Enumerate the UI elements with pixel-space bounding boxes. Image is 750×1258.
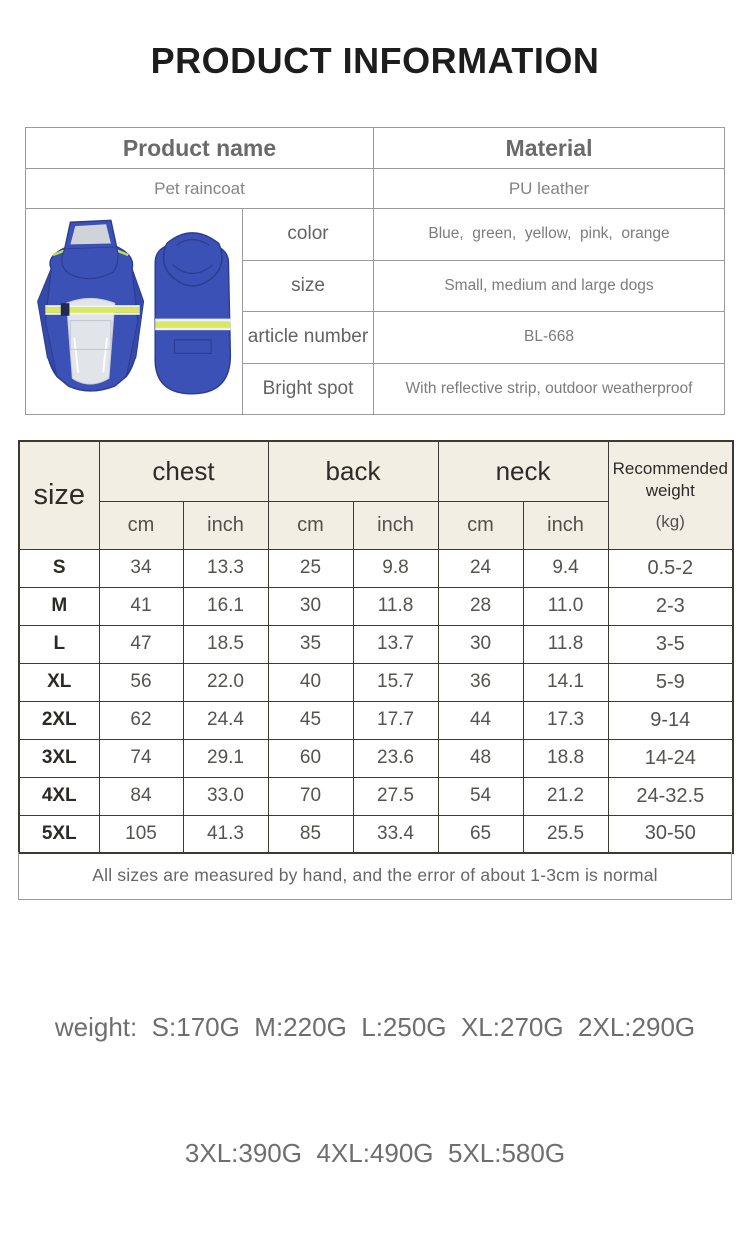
material-value: PU leather bbox=[374, 169, 725, 209]
weight-summary bbox=[0, 922, 750, 1258]
neck-inch-value: 11.0 bbox=[523, 587, 608, 625]
back-inch-value: 13.7 bbox=[353, 625, 438, 663]
article-number-value: BL-668 bbox=[374, 312, 725, 364]
material-header: Material bbox=[374, 128, 725, 169]
page-title: PRODUCT INFORMATION bbox=[150, 40, 600, 81]
size-label: XL bbox=[19, 663, 99, 701]
size-column-header: size bbox=[19, 441, 99, 549]
article-number-label: article number bbox=[243, 312, 374, 364]
back-inch-value: 15.7 bbox=[353, 663, 438, 701]
back-cm-value: 60 bbox=[268, 739, 353, 777]
back-cm-value: 70 bbox=[268, 777, 353, 815]
back-inch-value: 11.8 bbox=[353, 587, 438, 625]
size-label: size bbox=[243, 260, 374, 312]
chest-cm-value: 34 bbox=[99, 549, 183, 587]
chest-inch-value: 24.4 bbox=[183, 701, 268, 739]
bright-spot-value: With reflective strip, outdoor weatherproof bbox=[374, 363, 725, 415]
back-group-header: back bbox=[268, 441, 438, 501]
neck-cm-value: 65 bbox=[438, 815, 523, 853]
weight-value: 9-14 bbox=[608, 701, 733, 739]
chest-cm-value: 56 bbox=[99, 663, 183, 701]
neck-cm-value: 54 bbox=[438, 777, 523, 815]
back-cm-value: 85 bbox=[268, 815, 353, 853]
chest-cm-header: cm bbox=[99, 501, 183, 549]
bright-spot-label: Bright spot bbox=[243, 363, 374, 415]
chest-cm-value: 105 bbox=[99, 815, 183, 853]
neck-group-header: neck bbox=[438, 441, 608, 501]
neck-inch-value: 18.8 bbox=[523, 739, 608, 777]
neck-inch-header: inch bbox=[523, 501, 608, 549]
weight-value: 30-50 bbox=[608, 815, 733, 853]
weight-value: 2-3 bbox=[608, 587, 733, 625]
back-cm-value: 25 bbox=[268, 549, 353, 587]
product-name-value: Pet raincoat bbox=[26, 169, 374, 209]
neck-cm-value: 44 bbox=[438, 701, 523, 739]
chest-inch-value: 18.5 bbox=[183, 625, 268, 663]
neck-inch-value: 9.4 bbox=[523, 549, 608, 587]
neck-inch-value: 17.3 bbox=[523, 701, 608, 739]
size-row-l bbox=[19, 625, 733, 663]
info-value-row bbox=[26, 169, 725, 209]
size-row-5xl bbox=[19, 815, 733, 853]
info-header-row bbox=[26, 128, 725, 169]
info-row-color bbox=[26, 209, 725, 261]
back-inch-value: 23.6 bbox=[353, 739, 438, 777]
neck-cm-header: cm bbox=[438, 501, 523, 549]
size-label: L bbox=[19, 625, 99, 663]
raincoat-back-view bbox=[155, 233, 230, 394]
measurement-note: All sizes are measured by hand, and the error of about 1-3cm is normal bbox=[18, 852, 732, 900]
weight-line-2: 3XL:390G 4XL:490G 5XL:580G bbox=[184, 1138, 566, 1168]
size-chart-header-row bbox=[19, 441, 733, 501]
back-cm-value: 40 bbox=[268, 663, 353, 701]
chest-inch-value: 29.1 bbox=[183, 739, 268, 777]
back-inch-value: 9.8 bbox=[353, 549, 438, 587]
chest-inch-value: 13.3 bbox=[183, 549, 268, 587]
size-label: 3XL bbox=[19, 739, 99, 777]
chest-cm-value: 84 bbox=[99, 777, 183, 815]
size-label: 2XL bbox=[19, 701, 99, 739]
product-image bbox=[28, 211, 240, 407]
back-cm-value: 35 bbox=[268, 625, 353, 663]
weight-value: 3-5 bbox=[608, 625, 733, 663]
chest-cm-value: 41 bbox=[99, 587, 183, 625]
recommended-weight-header bbox=[608, 441, 733, 549]
weight-value: 5-9 bbox=[608, 663, 733, 701]
neck-cm-value: 30 bbox=[438, 625, 523, 663]
chest-cm-value: 74 bbox=[99, 739, 183, 777]
neck-inch-value: 14.1 bbox=[523, 663, 608, 701]
recommended-weight-label: Recommended weight bbox=[612, 459, 728, 500]
neck-inch-value: 11.8 bbox=[523, 625, 608, 663]
neck-cm-value: 24 bbox=[438, 549, 523, 587]
neck-inch-value: 21.2 bbox=[523, 777, 608, 815]
size-label: M bbox=[19, 587, 99, 625]
back-inch-value: 17.7 bbox=[353, 701, 438, 739]
back-cm-value: 45 bbox=[268, 701, 353, 739]
chest-group-header: chest bbox=[99, 441, 268, 501]
size-value: Small, medium and large dogs bbox=[374, 260, 725, 312]
size-row-s bbox=[19, 549, 733, 587]
weight-line-1: weight: S:170G M:220G L:250G XL:270G 2XL:290G bbox=[54, 1012, 696, 1042]
back-cm-value: 30 bbox=[268, 587, 353, 625]
neck-inch-value: 25.5 bbox=[523, 815, 608, 853]
chest-inch-value: 22.0 bbox=[183, 663, 268, 701]
size-row-3xl bbox=[19, 739, 733, 777]
size-chart-table bbox=[18, 440, 734, 854]
chest-inch-header: inch bbox=[183, 501, 268, 549]
weight-value: 0.5-2 bbox=[608, 549, 733, 587]
color-value: Blue, green, yellow, pink, orange bbox=[374, 209, 725, 261]
chest-inch-value: 33.0 bbox=[183, 777, 268, 815]
product-info-table bbox=[25, 127, 725, 415]
size-row-xl bbox=[19, 663, 733, 701]
recommended-weight-unit: (kg) bbox=[655, 511, 685, 531]
raincoat-front-view bbox=[38, 220, 144, 391]
chest-cm-value: 47 bbox=[99, 625, 183, 663]
neck-cm-value: 48 bbox=[438, 739, 523, 777]
chest-cm-value: 62 bbox=[99, 701, 183, 739]
neck-cm-value: 36 bbox=[438, 663, 523, 701]
chest-inch-value: 41.3 bbox=[183, 815, 268, 853]
back-inch-value: 33.4 bbox=[353, 815, 438, 853]
neck-cm-value: 28 bbox=[438, 587, 523, 625]
size-label: 5XL bbox=[19, 815, 99, 853]
size-label: S bbox=[19, 549, 99, 587]
back-inch-header: inch bbox=[353, 501, 438, 549]
back-cm-header: cm bbox=[268, 501, 353, 549]
size-row-m bbox=[19, 587, 733, 625]
weight-value: 14-24 bbox=[608, 739, 733, 777]
size-label: 4XL bbox=[19, 777, 99, 815]
back-inch-value: 27.5 bbox=[353, 777, 438, 815]
size-row-2xl bbox=[19, 701, 733, 739]
product-image-cell bbox=[26, 209, 243, 415]
color-label: color bbox=[243, 209, 374, 261]
size-row-4xl bbox=[19, 777, 733, 815]
weight-value: 24-32.5 bbox=[608, 777, 733, 815]
chest-inch-value: 16.1 bbox=[183, 587, 268, 625]
product-name-header: Product name bbox=[26, 128, 374, 169]
